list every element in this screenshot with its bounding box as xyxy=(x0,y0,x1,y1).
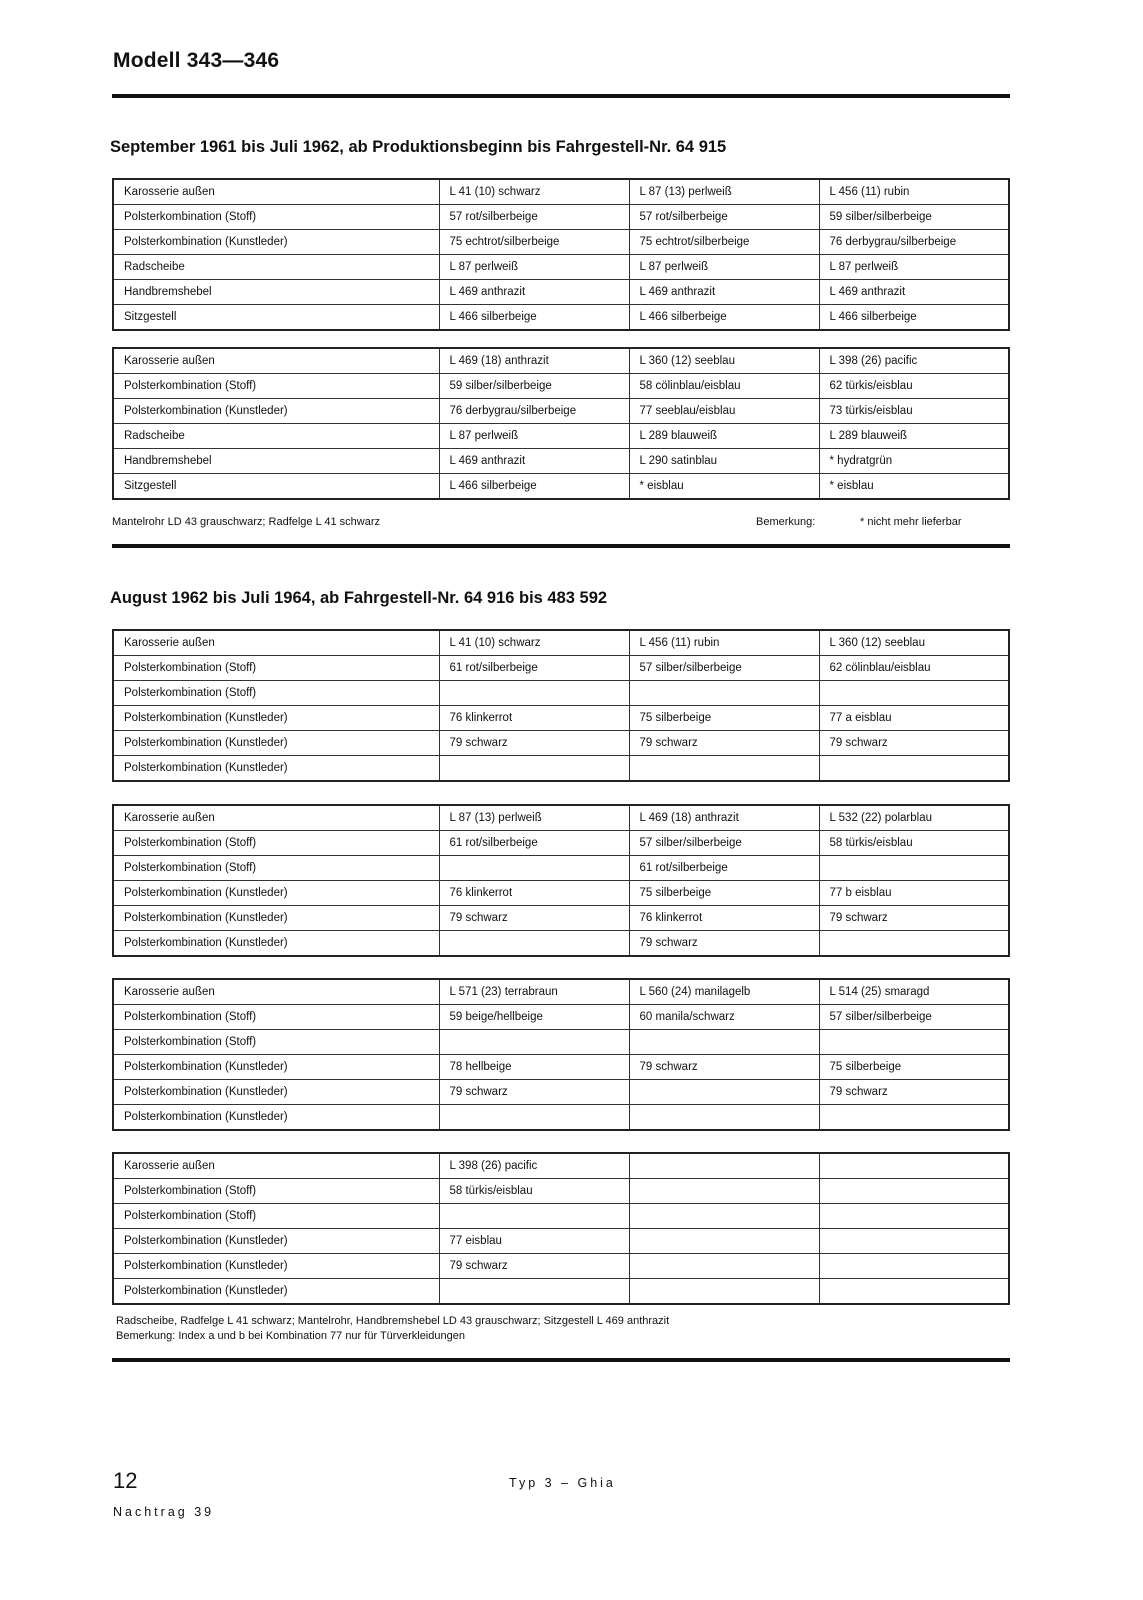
value-cell xyxy=(439,1204,629,1229)
value-cell: 73 türkis/eisblau xyxy=(819,399,1009,424)
section2-table-2 xyxy=(112,804,1010,957)
value-cell: L 290 satinblau xyxy=(629,449,819,474)
header-rule xyxy=(112,94,1010,98)
table-row xyxy=(113,630,1009,656)
table-row xyxy=(113,280,1009,305)
value-cell xyxy=(819,1153,1009,1179)
table-row xyxy=(113,1153,1009,1179)
table-row xyxy=(113,230,1009,255)
value-cell: 79 schwarz xyxy=(439,1080,629,1105)
table-row xyxy=(113,706,1009,731)
table-row xyxy=(113,449,1009,474)
value-cell: L 87 (13) perlweiß xyxy=(629,179,819,205)
row-label-cell: Polsterkombination (Kunstleder) xyxy=(113,731,439,756)
row-label-cell: Polsterkombination (Stoff) xyxy=(113,681,439,706)
value-cell: L 87 perlweiß xyxy=(439,255,629,280)
section2-note-1: Radscheibe, Radfelge L 41 schwarz; Mantelrohr, Handbremshebel LD 43 grauschwarz; Sitzgestell L 469 anthrazit xyxy=(116,1315,670,1327)
value-cell: 75 echtrot/silberbeige xyxy=(439,230,629,255)
value-cell: 79 schwarz xyxy=(439,731,629,756)
value-cell: L 514 (25) smaragd xyxy=(819,979,1009,1005)
value-cell: 58 türkis/eisblau xyxy=(819,831,1009,856)
table-row xyxy=(113,805,1009,831)
section2-table-4 xyxy=(112,1152,1010,1305)
value-cell xyxy=(819,681,1009,706)
value-cell: L 87 perlweiß xyxy=(629,255,819,280)
value-cell: L 41 (10) schwarz xyxy=(439,179,629,205)
value-cell: 77 seeblau/eisblau xyxy=(629,399,819,424)
model-type: Typ 3 – Ghia xyxy=(509,1476,616,1490)
section2-title: August 1962 bis Juli 1964, ab Fahrgestell-Nr. 64 916 bis 483 592 xyxy=(110,589,608,607)
value-cell xyxy=(819,856,1009,881)
value-cell: 75 silberbeige xyxy=(629,881,819,906)
row-label-cell: Karosserie außen xyxy=(113,979,439,1005)
row-label-cell: Polsterkombination (Stoff) xyxy=(113,1005,439,1030)
table-row xyxy=(113,1254,1009,1279)
value-cell: 79 schwarz xyxy=(819,1080,1009,1105)
row-label-cell: Handbremshebel xyxy=(113,449,439,474)
section1-rule xyxy=(112,544,1010,548)
value-cell: L 469 anthrazit xyxy=(629,280,819,305)
value-cell: 59 silber/silberbeige xyxy=(819,205,1009,230)
value-cell: 61 rot/silberbeige xyxy=(629,856,819,881)
value-cell: 57 rot/silberbeige xyxy=(439,205,629,230)
row-label-cell: Karosserie außen xyxy=(113,1153,439,1179)
value-cell xyxy=(629,1229,819,1254)
value-cell: 79 schwarz xyxy=(629,1055,819,1080)
section2-rule xyxy=(112,1358,1010,1362)
row-label-cell: Polsterkombination (Kunstleder) xyxy=(113,881,439,906)
value-cell: 79 schwarz xyxy=(629,931,819,957)
value-cell xyxy=(819,1030,1009,1055)
value-cell: 79 schwarz xyxy=(629,731,819,756)
section1-note-label: Bemerkung: xyxy=(756,516,816,528)
table-row xyxy=(113,1229,1009,1254)
value-cell xyxy=(629,1153,819,1179)
row-label-cell: Karosserie außen xyxy=(113,348,439,374)
value-cell: 62 cölinblau/eisblau xyxy=(819,656,1009,681)
value-cell: 57 silber/silberbeige xyxy=(819,1005,1009,1030)
value-cell: 61 rot/silberbeige xyxy=(439,831,629,856)
value-cell: 59 beige/hellbeige xyxy=(439,1005,629,1030)
value-cell: 78 hellbeige xyxy=(439,1055,629,1080)
value-cell xyxy=(439,1105,629,1131)
value-cell xyxy=(819,1254,1009,1279)
table-row xyxy=(113,1030,1009,1055)
value-cell xyxy=(819,756,1009,782)
value-cell: L 560 (24) manilagelb xyxy=(629,979,819,1005)
value-cell: L 469 (18) anthrazit xyxy=(629,805,819,831)
value-cell: L 469 anthrazit xyxy=(439,280,629,305)
row-label-cell: Polsterkombination (Stoff) xyxy=(113,856,439,881)
table-row xyxy=(113,1005,1009,1030)
value-cell: L 469 anthrazit xyxy=(439,449,629,474)
value-cell xyxy=(439,756,629,782)
row-label-cell: Radscheibe xyxy=(113,424,439,449)
row-label-cell: Polsterkombination (Stoff) xyxy=(113,1204,439,1229)
value-cell: L 469 anthrazit xyxy=(819,280,1009,305)
table-row xyxy=(113,756,1009,782)
page-title: Modell 343—346 xyxy=(113,49,280,72)
section2-table-1 xyxy=(112,629,1010,782)
table-row xyxy=(113,881,1009,906)
row-label-cell: Polsterkombination (Stoff) xyxy=(113,205,439,230)
value-cell: 60 manila/schwarz xyxy=(629,1005,819,1030)
value-cell xyxy=(629,681,819,706)
table-row xyxy=(113,1204,1009,1229)
value-cell: L 456 (11) rubin xyxy=(629,630,819,656)
section2-table-3 xyxy=(112,978,1010,1131)
table-row xyxy=(113,1279,1009,1305)
table-row xyxy=(113,348,1009,374)
value-cell: 58 türkis/eisblau xyxy=(439,1179,629,1204)
value-cell: L 289 blauweiß xyxy=(629,424,819,449)
value-cell: L 360 (12) seeblau xyxy=(629,348,819,374)
value-cell: 75 silberbeige xyxy=(629,706,819,731)
table-row xyxy=(113,399,1009,424)
value-cell xyxy=(629,1254,819,1279)
value-cell: 76 klinkerrot xyxy=(439,881,629,906)
value-cell: L 456 (11) rubin xyxy=(819,179,1009,205)
value-cell: L 398 (26) pacific xyxy=(439,1153,629,1179)
table-row xyxy=(113,731,1009,756)
value-cell: 79 schwarz xyxy=(439,906,629,931)
section1-table-2 xyxy=(112,347,1010,500)
value-cell: 76 klinkerrot xyxy=(629,906,819,931)
row-label-cell: Polsterkombination (Stoff) xyxy=(113,1030,439,1055)
table-row xyxy=(113,374,1009,399)
table-row xyxy=(113,1105,1009,1131)
value-cell xyxy=(819,1229,1009,1254)
value-cell: 75 silberbeige xyxy=(819,1055,1009,1080)
table-row xyxy=(113,255,1009,280)
row-label-cell: Polsterkombination (Stoff) xyxy=(113,374,439,399)
value-cell: L 466 silberbeige xyxy=(629,305,819,331)
table-row xyxy=(113,474,1009,500)
row-label-cell: Sitzgestell xyxy=(113,305,439,331)
row-label-cell: Karosserie außen xyxy=(113,805,439,831)
value-cell xyxy=(629,1105,819,1131)
row-label-cell: Polsterkombination (Kunstleder) xyxy=(113,1279,439,1305)
value-cell xyxy=(439,931,629,957)
value-cell: 59 silber/silberbeige xyxy=(439,374,629,399)
value-cell xyxy=(629,1279,819,1305)
row-label-cell: Karosserie außen xyxy=(113,179,439,205)
section2-note-2: Bemerkung: Index a und b bei Kombination 77 nur für Türverkleidungen xyxy=(116,1330,465,1342)
value-cell: * eisblau xyxy=(819,474,1009,500)
value-cell xyxy=(629,756,819,782)
value-cell xyxy=(819,931,1009,957)
value-cell: 57 rot/silberbeige xyxy=(629,205,819,230)
table-row xyxy=(113,179,1009,205)
value-cell xyxy=(439,1030,629,1055)
page-number: 12 xyxy=(113,1468,138,1493)
value-cell: L 360 (12) seeblau xyxy=(819,630,1009,656)
table-row xyxy=(113,305,1009,331)
row-label-cell: Radscheibe xyxy=(113,255,439,280)
value-cell xyxy=(439,681,629,706)
row-label-cell: Polsterkombination (Kunstleder) xyxy=(113,1080,439,1105)
supplement-label: Nachtrag 39 xyxy=(113,1505,215,1519)
value-cell xyxy=(439,1279,629,1305)
table-row xyxy=(113,856,1009,881)
section1-title: September 1961 bis Juli 1962, ab Produktionsbeginn bis Fahrgestell-Nr. 64 915 xyxy=(110,138,727,156)
value-cell xyxy=(819,1179,1009,1204)
value-cell xyxy=(629,1030,819,1055)
value-cell: 77 a eisblau xyxy=(819,706,1009,731)
row-label-cell: Polsterkombination (Kunstleder) xyxy=(113,931,439,957)
value-cell: L 87 perlweiß xyxy=(819,255,1009,280)
value-cell: L 571 (23) terrabraun xyxy=(439,979,629,1005)
value-cell xyxy=(819,1105,1009,1131)
table-row xyxy=(113,681,1009,706)
row-label-cell: Polsterkombination (Kunstleder) xyxy=(113,906,439,931)
table-row xyxy=(113,1179,1009,1204)
table-row xyxy=(113,906,1009,931)
value-cell xyxy=(439,856,629,881)
value-cell: 62 türkis/eisblau xyxy=(819,374,1009,399)
value-cell: L 41 (10) schwarz xyxy=(439,630,629,656)
row-label-cell: Polsterkombination (Kunstleder) xyxy=(113,230,439,255)
value-cell: L 87 (13) perlweiß xyxy=(439,805,629,831)
value-cell: 79 schwarz xyxy=(439,1254,629,1279)
value-cell: L 466 silberbeige xyxy=(439,474,629,500)
row-label-cell: Polsterkombination (Kunstleder) xyxy=(113,706,439,731)
value-cell: L 398 (26) pacific xyxy=(819,348,1009,374)
table-row xyxy=(113,205,1009,230)
value-cell: L 469 (18) anthrazit xyxy=(439,348,629,374)
table-row xyxy=(113,931,1009,957)
row-label-cell: Polsterkombination (Kunstleder) xyxy=(113,1105,439,1131)
value-cell: 79 schwarz xyxy=(819,906,1009,931)
row-label-cell: Polsterkombination (Stoff) xyxy=(113,656,439,681)
value-cell: * eisblau xyxy=(629,474,819,500)
row-label-cell: Polsterkombination (Kunstleder) xyxy=(113,1229,439,1254)
table-row xyxy=(113,1080,1009,1105)
value-cell: L 466 silberbeige xyxy=(819,305,1009,331)
table-row xyxy=(113,1055,1009,1080)
row-label-cell: Polsterkombination (Kunstleder) xyxy=(113,1055,439,1080)
value-cell: 76 derbygrau/silberbeige xyxy=(819,230,1009,255)
value-cell: L 289 blauweiß xyxy=(819,424,1009,449)
value-cell: 77 b eisblau xyxy=(819,881,1009,906)
value-cell: 76 klinkerrot xyxy=(439,706,629,731)
row-label-cell: Polsterkombination (Kunstleder) xyxy=(113,1254,439,1279)
table-row xyxy=(113,424,1009,449)
value-cell: L 532 (22) polarblau xyxy=(819,805,1009,831)
value-cell: * hydratgrün xyxy=(819,449,1009,474)
row-label-cell: Karosserie außen xyxy=(113,630,439,656)
value-cell xyxy=(629,1080,819,1105)
row-label-cell: Polsterkombination (Kunstleder) xyxy=(113,756,439,782)
value-cell: 61 rot/silberbeige xyxy=(439,656,629,681)
value-cell xyxy=(629,1204,819,1229)
section1-note-left: Mantelrohr LD 43 grauschwarz; Radfelge L 41 schwarz xyxy=(112,516,381,528)
value-cell xyxy=(819,1204,1009,1229)
value-cell xyxy=(629,1179,819,1204)
table-row xyxy=(113,656,1009,681)
value-cell: 76 derbygrau/silberbeige xyxy=(439,399,629,424)
row-label-cell: Sitzgestell xyxy=(113,474,439,500)
row-label-cell: Handbremshebel xyxy=(113,280,439,305)
value-cell: 58 cölinblau/eisblau xyxy=(629,374,819,399)
row-label-cell: Polsterkombination (Stoff) xyxy=(113,831,439,856)
value-cell xyxy=(819,1279,1009,1305)
value-cell: 57 silber/silberbeige xyxy=(629,831,819,856)
table-row xyxy=(113,979,1009,1005)
value-cell: 79 schwarz xyxy=(819,731,1009,756)
row-label-cell: Polsterkombination (Kunstleder) xyxy=(113,399,439,424)
value-cell: 57 silber/silberbeige xyxy=(629,656,819,681)
value-cell: L 87 perlweiß xyxy=(439,424,629,449)
section1-table-1 xyxy=(112,178,1010,331)
value-cell: L 466 silberbeige xyxy=(439,305,629,331)
value-cell: 75 echtrot/silberbeige xyxy=(629,230,819,255)
value-cell: 77 eisblau xyxy=(439,1229,629,1254)
row-label-cell: Polsterkombination (Stoff) xyxy=(113,1179,439,1204)
table-row xyxy=(113,831,1009,856)
section1-note-right: * nicht mehr lieferbar xyxy=(860,516,962,528)
